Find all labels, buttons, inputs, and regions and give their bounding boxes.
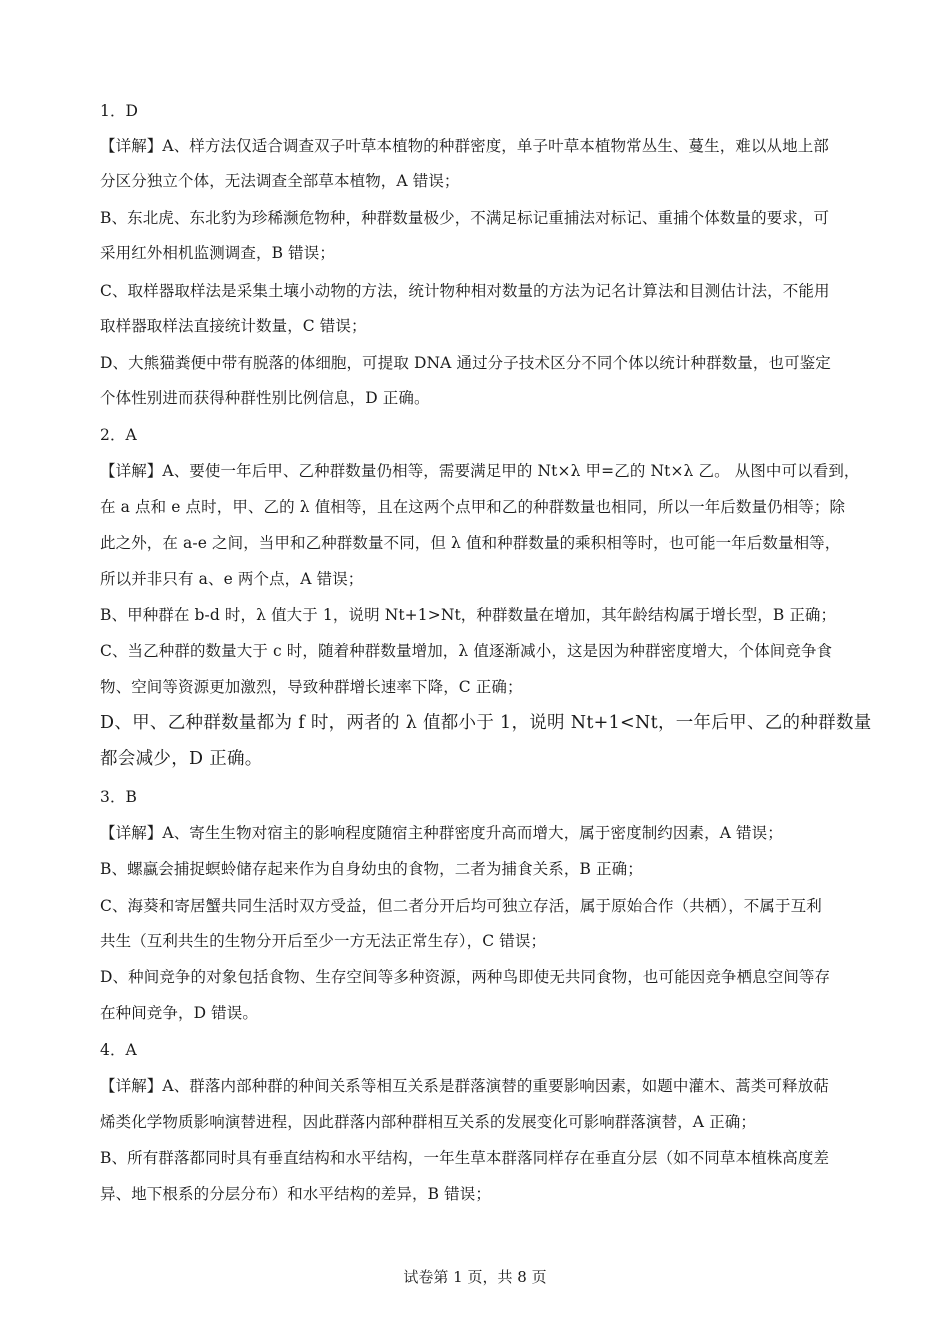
question-3-number: 3．B	[100, 788, 138, 806]
question-1-detail-line: B、东北虎、东北豹为珍稀濒危物种，种群数量极少，不满足标记重捕法对标记、重捕个体数量的要求，可	[100, 209, 830, 227]
question-4-detail-line: 【详解】A、群落内部种群的种间关系等相互关系是群落演替的重要影响因素，如题中灌木、蒿类可释放萜	[100, 1077, 829, 1095]
question-1-detail-line: 采用红外相机监测调查，B 错误；	[100, 244, 335, 262]
question-1-detail-line: C、取样器取样法是采集土壤小动物的方法，统计物种相对数量的方法为记名计算法和目测估计法，不能用	[100, 282, 830, 300]
question-3-detail-line: 【详解】A、寄生生物对宿主的影响程度随宿主种群密度升高而增大，属于密度制约因素，A 错误；	[100, 824, 783, 842]
question-2-detail-line: 都会减少，D 正确。	[100, 749, 263, 769]
question-4-detail-line: 烯类化学物质影响演替进程，因此群落内部种群相互关系的发展变化可影响群落演替，A 正确；	[100, 1113, 756, 1131]
question-2-detail-line: B、甲种群在 b-d 时，λ 值大于 1，说明 Nt+1>Nt，种群数量在增加，其年龄结构属于增长型，B 正确；	[100, 606, 837, 624]
question-4-detail-line: B、所有群落都同时具有垂直结构和水平结构，一年生草本群落同样存在垂直分层（如不同草本植株高度差	[100, 1149, 830, 1167]
question-2-detail-line: D、甲、乙种群数量都为 f 时，两者的 λ 值都小于 1，说明 Nt+1<Nt，一年后甲、乙的种群数量	[100, 713, 872, 733]
question-1-detail-line: 【详解】A、样方法仅适合调查双子叶草本植物的种群密度，单子叶草本植物常丛生、蔓生，难以从地上部	[100, 137, 829, 155]
question-1-detail-line: D、大熊猫粪便中带有脱落的体细胞，可提取 DNA 通过分子技术区分不同个体以统计种群数量，也可鉴定	[100, 354, 831, 372]
question-2-detail-line: C、当乙种群的数量大于 c 时，随着种群数量增加，λ 值逐渐减小，这是因为种群密度增大，个体间竞争食	[100, 642, 833, 660]
question-2-detail-line: 所以并非只有 a、e 两个点，A 错误；	[100, 570, 364, 588]
question-1-detail-line: 取样器取样法直接统计数量，C 错误；	[100, 317, 367, 335]
question-1-number: 1．D	[100, 102, 139, 120]
page-footer: 试卷第 1 页，共 8 页	[403, 1268, 547, 1286]
question-4-number: 4．A	[100, 1041, 137, 1059]
question-3-detail-line: C、海葵和寄居蟹共同生活时双方受益，但二者分开后均可独立存活，属于原始合作（共栖），不属于互利	[100, 897, 822, 915]
question-2-detail-line: 【详解】A、要使一年后甲、乙种群数量仍相等，需要满足甲的 Nt×λ 甲=乙的 Nt×λ 乙。 从图中可以看到，	[100, 462, 860, 480]
question-3-detail-line: D、种间竞争的对象包括食物、生存空间等多种资源，两种鸟即使无共同食物，也可能因竞争栖息空间等存	[100, 968, 831, 986]
question-2-detail-line: 此之外，在 a-e 之间，当甲和乙种群数量不同，但 λ 值和种群数量的乘积相等时，也可能一年后数量相等，	[100, 534, 841, 552]
question-3-detail-line: 在种间竞争，D 错误。	[100, 1004, 258, 1022]
question-1-detail-line: 分区分独立个体，无法调查全部草本植物，A 错误；	[100, 172, 460, 190]
question-2-detail-line: 物、空间等资源更加激烈，导致种群增长速率下降，C 正确；	[100, 678, 523, 696]
question-3-detail-line: B、螺蠃会捕捉螟蛉储存起来作为自身幼虫的食物，二者为捕食关系，B 正确；	[100, 860, 643, 878]
question-1-detail-line: 个体性别进而获得种群性别比例信息，D 正确。	[100, 389, 430, 407]
question-3-detail-line: 共生（互利共生的生物分开后至少一方无法正常生存），C 错误；	[100, 932, 547, 950]
question-2-number: 2．A	[100, 426, 137, 444]
question-4-detail-line: 异、地下根系的分层分布）和水平结构的差异，B 错误；	[100, 1185, 491, 1203]
question-2-detail-line: 在 a 点和 e 点时，甲、乙的 λ 值相等，且在这两个点甲和乙的种群数量也相同，所以一年后数量仍相等；除	[100, 498, 846, 516]
